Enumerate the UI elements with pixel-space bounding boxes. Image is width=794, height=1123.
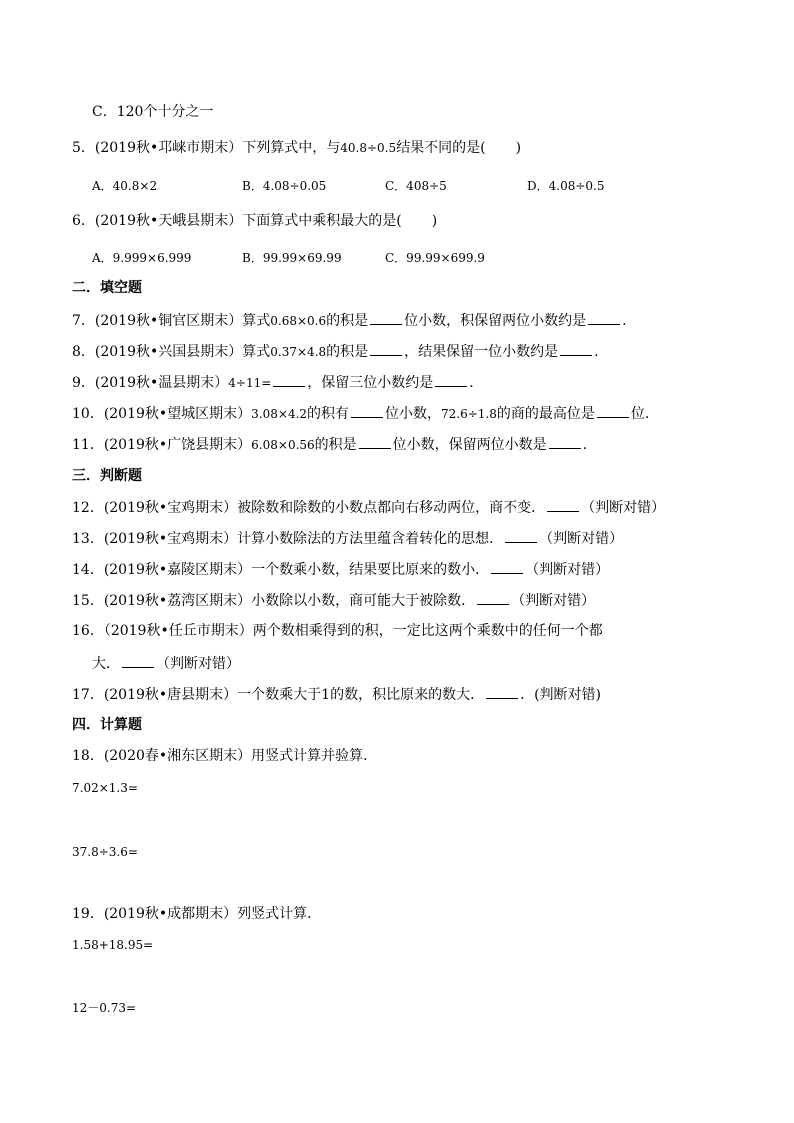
q10-b: 的积有 <box>307 406 350 422</box>
q11-b: 的积是 <box>314 437 357 453</box>
question-14 <box>72 559 609 580</box>
q10-a: 10．(2019秋•望城区期末） <box>72 406 252 422</box>
question-5 <box>72 138 521 158</box>
answer-blank[interactable] <box>560 341 592 356</box>
answer-blank[interactable] <box>435 372 467 387</box>
question-4-option-c: C．120个十分之一 <box>92 104 214 120</box>
answer-blank[interactable] <box>477 590 509 605</box>
question-9 <box>72 372 474 393</box>
question-10 <box>72 403 649 424</box>
q9-expr: 4÷11= <box>228 376 272 390</box>
q16-b: 大． <box>92 656 120 672</box>
q8-a: 8．(2019秋•兴国县期末）算式 <box>72 344 271 360</box>
question-19: 19．(2019秋•成都期末）列竖式计算． <box>72 906 322 922</box>
answer-blank[interactable] <box>351 403 383 418</box>
q10-c: 位小数， <box>385 406 442 422</box>
q15-b: （判断对错） <box>511 593 596 609</box>
question-18: 18．(2020春•湘东区期末）用竖式计算并验算． <box>72 748 378 764</box>
answer-blank[interactable] <box>588 310 620 325</box>
q11-d: . <box>582 437 588 453</box>
answer-blank[interactable] <box>359 434 391 449</box>
answer-blank[interactable] <box>491 559 523 574</box>
question-17 <box>72 684 601 705</box>
q8-c: ，结果保留一位小数约是 <box>404 344 559 360</box>
question-6 <box>72 211 437 231</box>
section-fill-in: 二．填空题 <box>72 280 142 296</box>
q12-a: 12．(2019秋•宝鸡期末）被除数和除数的小数点都向右移动两位，商不变． <box>72 500 546 516</box>
q14-b: （判断对错） <box>525 562 610 578</box>
q9-a: 9．(2019秋•温县期末） <box>72 375 229 391</box>
answer-blank[interactable] <box>486 684 518 699</box>
question-13 <box>72 528 623 549</box>
question-7 <box>72 310 627 331</box>
q6-option-b: B．99.99×69.99 <box>242 251 342 265</box>
question-15 <box>72 590 595 611</box>
q9-c: ，保留三位小数约是 <box>307 375 434 391</box>
q10-f: 位. <box>630 406 650 422</box>
q6-option-a: A．9.999×6.999 <box>92 251 192 265</box>
q6-text: 6．(2019秋•天峨县期末）下面算式中乘积最大的是( <box>72 213 402 229</box>
q17-b: ．(判断对错) <box>520 687 602 703</box>
question-16 <box>72 621 603 641</box>
q10-expr2: 72.6÷1.8 <box>441 407 497 421</box>
q6-option-c: C．99.99×699.9 <box>385 251 485 265</box>
q5-option-c: C．408÷5 <box>385 179 447 193</box>
q5-prefix: 5．(2019秋•邛崃市期末）下列算式中，与 <box>72 140 341 156</box>
q16-a: 16．（2019秋•任丘市期末）两个数相乘得到的积，一定比这两个乘数中的任何一个都 <box>72 623 603 639</box>
answer-blank[interactable] <box>273 372 305 387</box>
q14-a: 14．(2019秋•嘉陵区期末）一个数乘小数，结果要比原来的数小． <box>72 562 490 578</box>
question-16-cont <box>92 653 240 674</box>
q18-expr-2: 37.8÷3.6= <box>72 845 138 859</box>
q8-b: 的积是 <box>326 344 369 360</box>
q15-a: 15．(2019秋•荔湾区期末）小数除以小数，商可能大于被除数． <box>72 593 476 609</box>
q10-e: 的商的最高位是 <box>496 406 595 422</box>
q13-a: 13．(2019秋•宝鸡期末）计算小数除法的方法里蕴含着转化的思想． <box>72 531 504 547</box>
q11-a: 11．(2019秋•广饶县期末） <box>72 437 252 453</box>
q19-expr-2: 12－0.73= <box>72 1001 137 1015</box>
q8-expr: 0.37×4.8 <box>270 345 327 359</box>
q12-b: （判断对错） <box>581 500 666 516</box>
q9-d: . <box>469 375 474 391</box>
q7-d: . <box>622 313 627 329</box>
q11-c: 位小数，保留两位小数是 <box>392 437 547 453</box>
q5-option-a: A．40.8×2 <box>92 179 158 193</box>
question-12 <box>72 497 665 518</box>
q5-option-b: B．4.08÷0.05 <box>242 179 327 193</box>
q7-c: 位小数，积保留两位小数约是 <box>404 313 587 329</box>
section-judge: 三．判断题 <box>72 468 142 484</box>
q7-a: 7．(2019秋•铜官区期末）算式 <box>72 313 271 329</box>
q5-option-d: D．4.08÷0.5 <box>527 179 605 193</box>
section-calc: 四．计算题 <box>72 717 142 733</box>
q11-expr: 6.08×0.56 <box>251 438 315 452</box>
q10-expr: 3.08×4.2 <box>251 407 308 421</box>
answer-blank[interactable] <box>122 653 154 668</box>
q17-a: 17．(2019秋•唐县期末）一个数乘大于1的数，积比原来的数大． <box>72 687 485 703</box>
q6-close: ) <box>431 213 438 229</box>
q7-expr: 0.68×0.6 <box>270 314 327 328</box>
q5-suffix: 结果不同的是( <box>396 140 486 156</box>
q5-close: ) <box>515 140 522 156</box>
q5-expr: 40.8÷0.5 <box>340 141 397 155</box>
question-8 <box>72 341 599 362</box>
q16-c: （判断对错） <box>156 656 240 672</box>
q8-d: . <box>594 344 599 360</box>
answer-blank[interactable] <box>597 403 629 418</box>
question-11 <box>72 434 587 455</box>
answer-blank[interactable] <box>370 341 402 356</box>
answer-blank[interactable] <box>505 528 537 543</box>
answer-blank[interactable] <box>547 497 579 512</box>
q13-b: （判断对错） <box>539 531 624 547</box>
answer-blank[interactable] <box>549 434 581 449</box>
q18-expr-1: 7.02×1.3= <box>72 781 138 795</box>
answer-blank[interactable] <box>370 310 402 325</box>
q7-b: 的积是 <box>326 313 369 329</box>
q19-expr-1: 1.58+18.95= <box>72 938 154 952</box>
